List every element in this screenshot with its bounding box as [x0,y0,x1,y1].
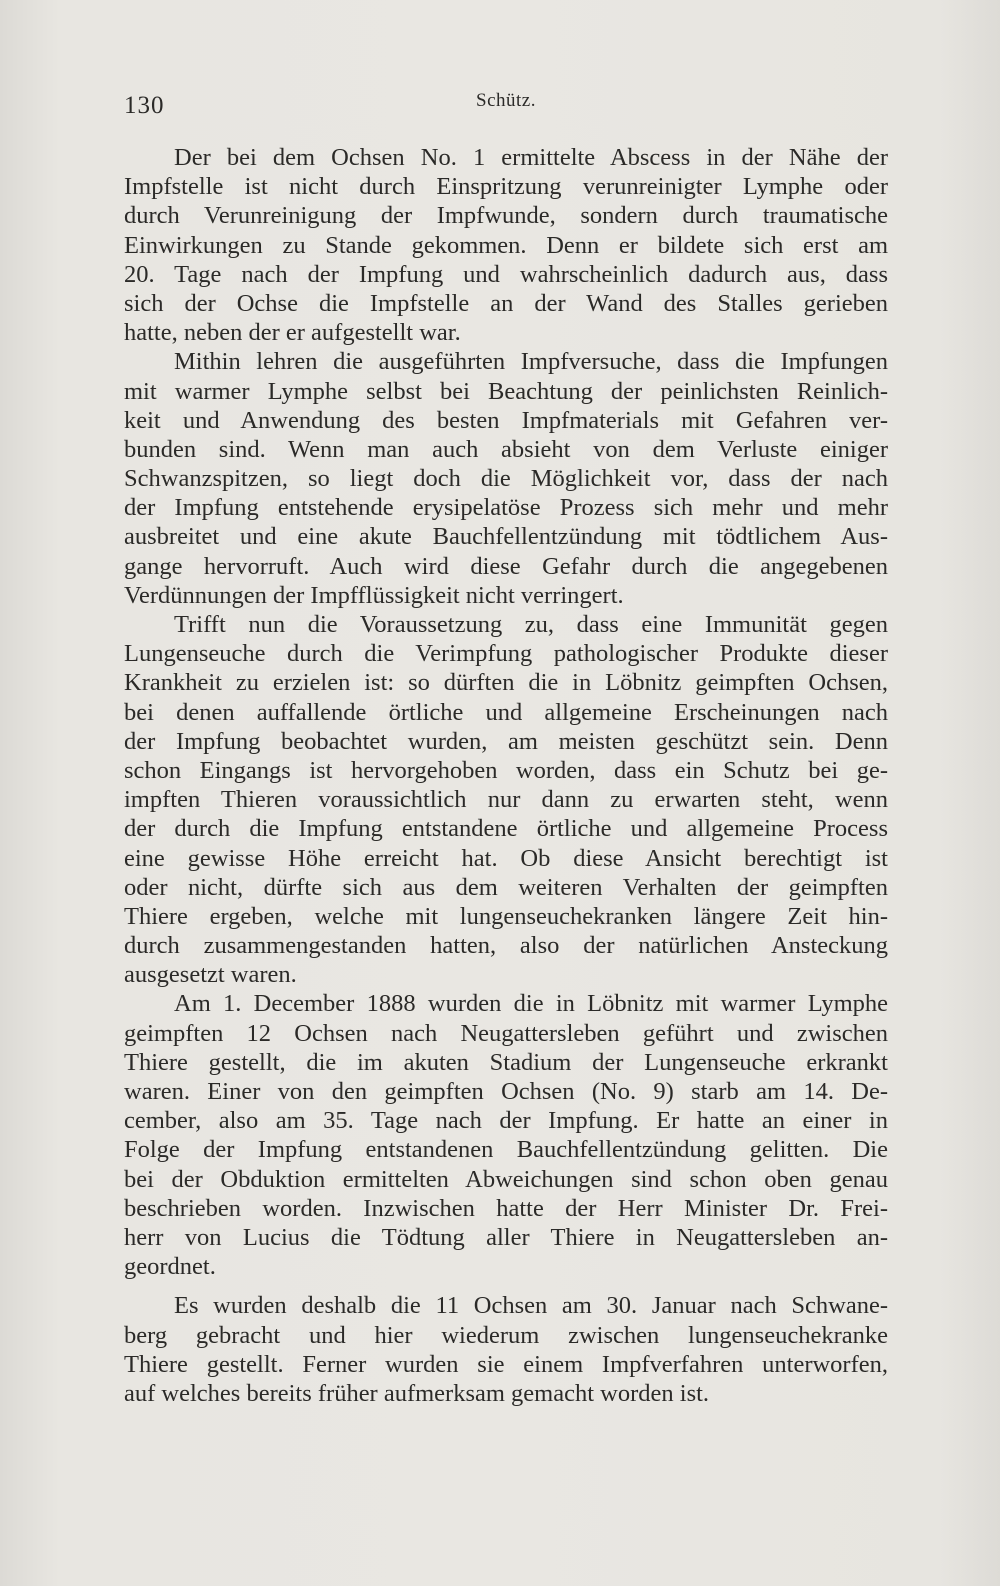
text-line: geordnet. [124,1253,216,1281]
text-line: Verdünnungen der Impfflüssigkeit nicht verringert. [124,581,624,609]
paragraph-4 [124,989,888,1281]
text-line: Impfstelle ist nicht durch Einspritzung verunreinigter Lymphe oder [124,173,888,201]
text-line: ausbreitet und eine akute Bauchfellentzündung mit tödtlichem Aus- [124,523,888,551]
text-line: bunden sind. Wenn man auch absieht von dem Verluste einiger [124,435,888,463]
paragraph-2 [124,347,888,610]
text-line: Am 1. December 1888 wurden die in Löbnitz mit warmer Lymphe [174,990,888,1018]
text-line: gange hervorruft. Auch wird diese Gefahr durch die angegebenen [124,552,888,580]
text-line: auf welches bereits früher aufmerksam gemacht worden ist. [124,1379,710,1407]
paragraph-3 [124,610,888,989]
text-line: 20. Tage nach der Impfung und wahrscheinlich dadurch aus, dass [124,260,888,288]
running-head [124,90,888,126]
text-line: Der bei dem Ochsen No. 1 ermittelte Abscess in der Nähe der [174,144,888,171]
text-line: impften Thieren voraussichtlich nur dann zu erwarten steht, wenn [124,786,888,814]
text-line: geimpften 12 Ochsen nach Neugattersleben geführt und zwischen [124,1019,888,1047]
text-line: der Impfung beobachtet wurden, am meisten geschützt sein. Denn [124,727,888,755]
paragraph-1 [124,143,888,347]
running-head-title: Schütz. [476,90,536,111]
text-line: Thiere ergeben, welche mit lungenseuchekranken längere Zeit hin- [124,902,888,930]
text-line: Thiere gestellt. Ferner wurden sie einem Impfverfahren unterworfen, [124,1350,888,1378]
text-line: ausgesetzt waren. [124,961,297,989]
text-line: schon Eingangs ist hervorgehoben worden, dass ein Schutz bei ge- [124,756,888,784]
text-line: Krankheit zu erzielen ist: so dürften die in Löbnitz geimpften Ochsen, [124,669,888,697]
text-line: mit warmer Lymphe selbst bei Beachtung der peinlichsten Reinlich- [124,377,888,405]
text-line: berg gebracht und hier wiederum zwischen lungenseuchekranke [124,1321,888,1349]
text-line: der Impfung entstehende erysipelatöse Prozess sich mehr und mehr [124,494,888,522]
paragraph-5 [124,1291,888,1408]
text-line: Einwirkungen zu Stande gekommen. Denn er bildete sich erst am [124,231,888,259]
text-line: waren. Einer von den geimpften Ochsen (No. 9) starb am 14. De- [124,1078,888,1105]
paragraph-spacer [124,1281,888,1291]
text-line: Es wurden deshalb die 11 Ochsen am 30. Januar nach Schwane- [174,1292,888,1320]
text-line: sich der Ochse die Impfstelle an der Wand des Stalles gerieben [124,289,888,317]
text-line: hatte, neben der er aufgestellt war. [124,319,461,347]
body-text [124,143,888,1408]
page-number: 130 [124,92,165,119]
text-line: durch Verunreinigung der Impfwunde, sondern durch traumatische [124,202,888,230]
text-line: oder nicht, dürfte sich aus dem weiteren Verhalten der geimpften [124,873,888,901]
text-line: Schwanzspitzen, so liegt doch die Möglichkeit vor, dass der nach [124,465,888,493]
text-line: Thiere gestellt, die im akuten Stadium der Lungenseuche erkrankt [124,1048,888,1076]
text-line: herr von Lucius die Tödtung aller Thiere in Neugattersleben an- [124,1223,888,1251]
text-line: cember, also am 35. Tage nach der Impfung. Er hatte an einer in [124,1107,888,1135]
text-line: Trifft nun die Voraussetzung zu, dass eine Immunität gegen [174,611,888,638]
text-line: bei der Obduktion ermittelten Abweichungen sind schon oben genau [124,1165,888,1193]
text-line: Lungenseuche durch die Verimpfung pathologischer Produkte dieser [124,640,888,668]
text-line: Folge der Impfung entstandenen Bauchfellentzündung gelitten. Die [124,1136,888,1164]
text-line: eine gewisse Höhe erreicht hat. Ob diese Ansicht berechtigt ist [124,844,888,872]
text-line: keit und Anwendung des besten Impfmaterials mit Gefahren ver- [124,406,888,434]
text-line: durch zusammengestanden hatten, also der natürlichen Ansteckung [124,932,888,960]
text-line: Mithin lehren die ausgeführten Impfversuche, dass die Impfungen [174,348,888,376]
text-line: beschrieben worden. Inzwischen hatte der Herr Minister Dr. Frei- [124,1194,888,1222]
text-line: bei denen auffallende örtliche und allgemeine Erscheinungen nach [124,698,888,726]
text-line: der durch die Impfung entstandene örtliche und allgemeine Process [124,815,888,843]
